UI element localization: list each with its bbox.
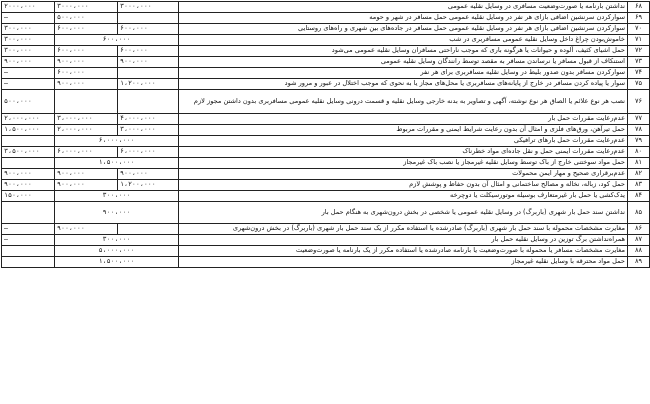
table-row: [2, 125, 650, 136]
fine-amount-cell: ۳،۰۰۰،۰۰۰: [118, 125, 179, 136]
fine-amount-cell: ۹۰۰،۰۰۰: [55, 79, 118, 90]
table-row: [2, 180, 650, 191]
fine-amount-cell: ۲،۰۰۰،۰۰۰: [2, 114, 55, 125]
fine-amount-cell: [118, 68, 179, 79]
table-row: [2, 224, 650, 235]
violation-description: سوارکردن سرنشین اضافی بازای هر نفر در وسایل نقلیه عمومی حمل مسافر در شهر و حومه: [179, 13, 628, 24]
table-row: [2, 35, 650, 46]
fines-table: [1, 1, 650, 268]
violation-description: عدم‌رعایت مقررات حمل بارهای ترافیکی: [179, 136, 628, 147]
violation-description: نصب هر نوع علائم یا الصاق هر نوع نوشته، آگهی و تصاویر به بدنه خارجی وسایل نقلیه و قسمت درونی وسایل نقلیه عمومی مسافربری بدون داشتن مجوز لازم: [179, 90, 628, 114]
fine-amount-cell: ۶۰۰،۰۰۰: [55, 46, 118, 57]
fine-amount-merged-cell: ۱،۵۰۰،۰۰۰: [55, 257, 179, 268]
fine-amount-cell: ۳،۰۰۰،۰۰۰: [55, 114, 118, 125]
row-number: ۸۵: [628, 202, 650, 224]
table-row: [2, 147, 650, 158]
fine-amount-cell: —: [2, 224, 55, 235]
row-number: ۷۰: [628, 24, 650, 35]
fine-amount-cell: ۹۰۰،۰۰۰: [55, 224, 118, 235]
violation-description: یدک‌کشی یا حمل بار غیرمتعارف بوسیله موتورسیکلت یا دوچرخه: [179, 191, 628, 202]
fine-amount-cell: ۶،۰۰۰،۰۰۰: [55, 147, 118, 158]
fine-amount-cell: [118, 13, 179, 24]
fine-amount-cell: ۳۰۰،۰۰۰: [2, 35, 55, 46]
row-number: ۷۴: [628, 68, 650, 79]
fine-amount-cell: ۴،۰۰۰،۰۰۰: [118, 114, 179, 125]
fine-amount-cell: ۹۰۰،۰۰۰: [2, 57, 55, 68]
fine-amount-cell: [118, 90, 179, 114]
table-row: [2, 191, 650, 202]
violation-description: حمل مواد سوختنی خارج از باک توسط وسایل نقلیه غیرمجاز یا نصب باک غیرمجاز: [179, 158, 628, 169]
violation-description: مغایرت مشخصات مسافر یا محموله با صورت‌وضعیت یا بارنامه صادرشده یا استفاده مکرر از یک بارنامه یا صورت‌وضعیت: [179, 246, 628, 257]
violation-description: عدم‌رعایت مقررات حمل بار: [179, 114, 628, 125]
fine-amount-merged-cell: ۹۰۰،۰۰۰: [55, 202, 179, 224]
row-number: ۶۸: [628, 2, 650, 13]
fine-amount-merged-cell: ۵،۰۰۰،۰۰۰: [55, 246, 179, 257]
table-row: [2, 90, 650, 114]
fine-amount-cell: ۳۰۰۰،۰۰۰: [118, 2, 179, 13]
fine-amount-cell: ۳،۵۰۰،۰۰۰: [2, 147, 55, 158]
fine-amount-merged-cell: ۶۰۰،۰۰۰: [55, 35, 179, 46]
violation-description: استنکاف از قبول مسافر یا نرساندن مسافر به مقصد توسط رانندگان وسایل نقلیه عمومی: [179, 57, 628, 68]
violation-description: عدم‌برقراری صحیح و مهار ایمن محمولات: [179, 169, 628, 180]
row-number: ۷۸: [628, 125, 650, 136]
table-row: [2, 257, 650, 268]
table-row: [2, 136, 650, 147]
fine-amount-cell: —: [2, 68, 55, 79]
fine-amount-cell: ۹۰۰،۰۰۰: [2, 180, 55, 191]
row-number: ۷۱: [628, 35, 650, 46]
violation-description: نداشتن سند حمل بار شهری (باربرگ) در وسایل نقلیه عمومی یا شخصی در بخش درون‌شهری به هنگام حمل بار: [179, 202, 628, 224]
fine-amount-merged-cell: ۳۰۰،۰۰۰: [55, 191, 179, 202]
fine-amount-cell: [2, 246, 55, 257]
violation-description: مغایرت مشخصات محموله با سند حمل بار شهری (باربرگ) صادرشده یا استفاده مکرر از یک سند حمل بار شهری (باربرگ) در بخش درون‌شهری: [179, 224, 628, 235]
table-row: [2, 79, 650, 90]
violation-description: حمل تیرآهن، ورق‌های فلزی و امثال آن بدون رعایت شرایط ایمنی و مقررات مربوط: [179, 125, 628, 136]
violation-description: خاموش‌بودن چراغ داخل وسایل نقلیه عمومی مسافربری در شب: [179, 35, 628, 46]
fine-amount-cell: [2, 136, 55, 147]
fine-amount-merged-cell: ۱،۵۰۰،۰۰۰: [55, 158, 179, 169]
fine-amount-cell: [2, 202, 55, 224]
row-number: ۸۷: [628, 235, 650, 246]
row-number: ۸۶: [628, 224, 650, 235]
fine-amount-cell: ۱،۲۰۰،۰۰۰: [118, 79, 179, 90]
violation-description: عدم‌رعایت مقررات ایمنی حمل و نقل جاده‌ای مواد خطرناک: [179, 147, 628, 158]
fine-amount-cell: [2, 158, 55, 169]
fine-amount-cell: ۲۰۰۰،۰۰۰: [2, 2, 55, 13]
row-number: ۷۷: [628, 114, 650, 125]
fine-amount-cell: ۶۰۰،۰۰۰: [55, 24, 118, 35]
row-number: ۸۳: [628, 180, 650, 191]
table-row: [2, 158, 650, 169]
violation-description: حمل اشیای کثیف، آلوده و حیوانات یا هرگونه باری که موجب ناراحتی مسافران وسایل نقلیه عمومی می‌شود: [179, 46, 628, 57]
fine-amount-cell: ۱،۵۰۰،۰۰۰: [2, 125, 55, 136]
fine-amount-cell: ۳۰۰،۰۰۰: [2, 24, 55, 35]
fine-amount-merged-cell: ۳۰۰،۰۰۰: [55, 235, 179, 246]
violation-description: حمل مواد محترقه با وسایل نقلیه غیرمجاز: [179, 257, 628, 268]
fine-amount-cell: ۵۰۰،۰۰۰: [55, 13, 118, 24]
violation-description: نداشتن بارنامه یا صورت‌وضعیت مسافری در وسایل نقلیه عمومی: [179, 2, 628, 13]
table-row: [2, 24, 650, 35]
fine-amount-cell: —: [2, 13, 55, 24]
table-row: [2, 246, 650, 257]
fine-amount-cell: —: [2, 79, 55, 90]
fine-amount-cell: [118, 224, 179, 235]
fine-amount-cell: —: [2, 235, 55, 246]
fine-amount-cell: ۹۰۰،۰۰۰: [2, 169, 55, 180]
fines-table-page: [1, 1, 649, 402]
fine-amount-cell: ۹۰۰،۰۰۰: [55, 180, 118, 191]
fine-amount-cell: ۳۰۰۰،۰۰۰: [55, 2, 118, 13]
row-number: ۷۲: [628, 46, 650, 57]
fine-amount-cell: ۹۰۰،۰۰۰: [118, 57, 179, 68]
table-row: [2, 114, 650, 125]
row-number: ۸۲: [628, 169, 650, 180]
table-row: [2, 169, 650, 180]
violation-description: سوارکردن سرنشین اضافی بازای هر نفر در وسایل نقلیه عمومی حمل مسافر در جاده‌های بین شهری و راه‌های روستایی: [179, 24, 628, 35]
fines-table-body: [2, 2, 650, 268]
table-row: [2, 13, 650, 24]
row-number: ۸۸: [628, 246, 650, 257]
fine-amount-cell: [55, 90, 118, 114]
fine-amount-cell: ۹۰۰،۰۰۰: [118, 169, 179, 180]
table-row: [2, 2, 650, 13]
row-number: ۸۱: [628, 158, 650, 169]
row-number: ۶۹: [628, 13, 650, 24]
violation-description: همراه‌نداشتن برگ توزین در وسایل نقلیه حمل بار: [179, 235, 628, 246]
row-number: ۷۹: [628, 136, 650, 147]
violation-description: سوارکردن مسافر بدون صدور بلیط در وسایل نقلیه مسافربری برای هر نفر: [179, 68, 628, 79]
fine-amount-merged-cell: ۶،۰۰۰،۰۰۰: [55, 136, 179, 147]
row-number: ۷۳: [628, 57, 650, 68]
row-number: ۸۹: [628, 257, 650, 268]
fine-amount-cell: ۶۰۰،۰۰۰: [118, 24, 179, 35]
fine-amount-cell: ۹۰۰،۰۰۰: [55, 169, 118, 180]
fine-amount-cell: [2, 257, 55, 268]
fine-amount-cell: ۱۵۰،۰۰۰: [2, 191, 55, 202]
table-row: [2, 68, 650, 79]
table-row: [2, 235, 650, 246]
violation-description: حمل کود، زباله، نخاله و مصالح ساختمانی و امثال آن بدون حفاظ و پوشش لازم: [179, 180, 628, 191]
violation-description: سوار یا پیاده کردن مسافر در خارج از پایانه‌های مسافربری یا محل‌های مجاز یا به نحوی که موجب اختلال در عبور و مرور شود: [179, 79, 628, 90]
row-number: ۸۴: [628, 191, 650, 202]
fine-amount-cell: ۳۰۰،۰۰۰: [2, 46, 55, 57]
row-number: ۸۰: [628, 147, 650, 158]
table-row: [2, 202, 650, 224]
fine-amount-cell: ۶۰۰،۰۰۰: [55, 68, 118, 79]
row-number: ۷۵: [628, 79, 650, 90]
table-row: [2, 46, 650, 57]
fine-amount-cell: ۶۰۰،۰۰۰: [118, 46, 179, 57]
table-row: [2, 57, 650, 68]
row-number: ۷۶: [628, 90, 650, 114]
fine-amount-cell: ۵۰۰،۰۰۰: [2, 90, 55, 114]
fine-amount-cell: ۹۰۰،۰۰۰: [55, 57, 118, 68]
fine-amount-cell: ۶،۰۰۰،۰۰۰: [118, 147, 179, 158]
fine-amount-cell: ۱،۲۰۰،۰۰۰: [118, 180, 179, 191]
fine-amount-cell: ۲،۰۰۰،۰۰۰: [55, 125, 118, 136]
